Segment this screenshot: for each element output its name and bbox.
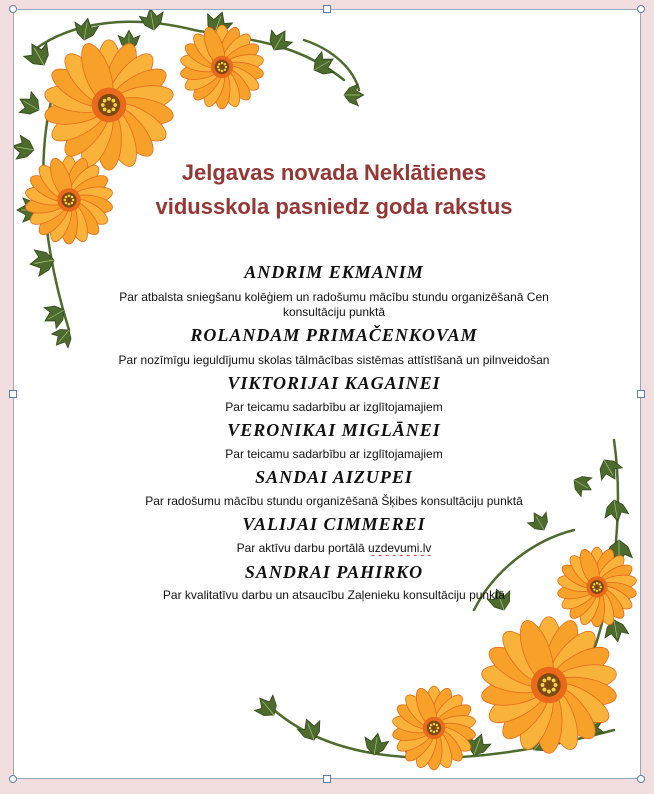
award-name: SANDAI AIZUPEI xyxy=(255,467,413,487)
ivy-leaf-icon xyxy=(569,471,597,500)
award-description: Par teicamu sadarbību ar izglītojamajiem xyxy=(225,400,443,414)
award-name: ANDRIM EKMANIM xyxy=(244,262,424,282)
award-name: ROLANDAM PRIMAČENKOVAM xyxy=(190,325,478,345)
award-description xyxy=(96,541,572,556)
resize-handle-bottom[interactable] xyxy=(323,775,331,783)
document-page[interactable] xyxy=(13,9,641,779)
flower-border-bottom-right-icon xyxy=(14,10,642,780)
award-description-text: Par aktīvu darbu portālā xyxy=(236,541,369,555)
resize-handle-top[interactable] xyxy=(323,5,331,13)
resize-handle-top-right[interactable] xyxy=(637,5,645,13)
flower-icon xyxy=(556,547,637,627)
award-description: Par kvalitatīvu darbu un atsaucību Zaļenieku konsultāciju punktā xyxy=(162,588,506,602)
resize-handle-bottom-right[interactable] xyxy=(637,775,645,783)
resize-handle-right[interactable] xyxy=(637,390,645,398)
resize-handle-top-left[interactable] xyxy=(9,5,17,13)
resize-handle-left[interactable] xyxy=(9,390,17,398)
ivy-leaf-icon xyxy=(602,498,629,524)
document-title-line-1: Jelgavas novada Neklātienes xyxy=(181,160,487,185)
document-title-line-2: vidusskola pasniedz goda rakstus xyxy=(155,194,513,219)
ivy-leaf-icon xyxy=(251,690,284,722)
award-description: Par nozīmīgu ieguldījumu skolas tālmācības sistēmas attīstīšanā un pilnveidošan xyxy=(118,353,550,367)
award-name: SANDRAI PAHIRKO xyxy=(244,562,424,582)
award-name: VALIJAI CIMMEREI xyxy=(242,514,426,534)
resize-handle-bottom-left[interactable] xyxy=(9,775,17,783)
ivy-leaf-icon xyxy=(594,454,626,485)
award-description: konsultāciju punktā xyxy=(282,305,386,319)
award-name: VERONIKAI MIGLĀNEI xyxy=(227,420,441,440)
website-link[interactable]: uzdevumi.lv xyxy=(368,541,432,555)
award-description: Par teicamu sadarbību ar izglītojamajiem xyxy=(225,447,443,461)
award-description: Par radošumu mācību stundu organizēšanā Šķibes konsultāciju punktā xyxy=(145,494,523,508)
award-description: Par atbalsta sniegšanu kolēģiem un radošumu mācību stundu organizēšanā Cen xyxy=(119,290,549,304)
award-name: VIKTORIJAI KAGAINEI xyxy=(227,373,441,393)
